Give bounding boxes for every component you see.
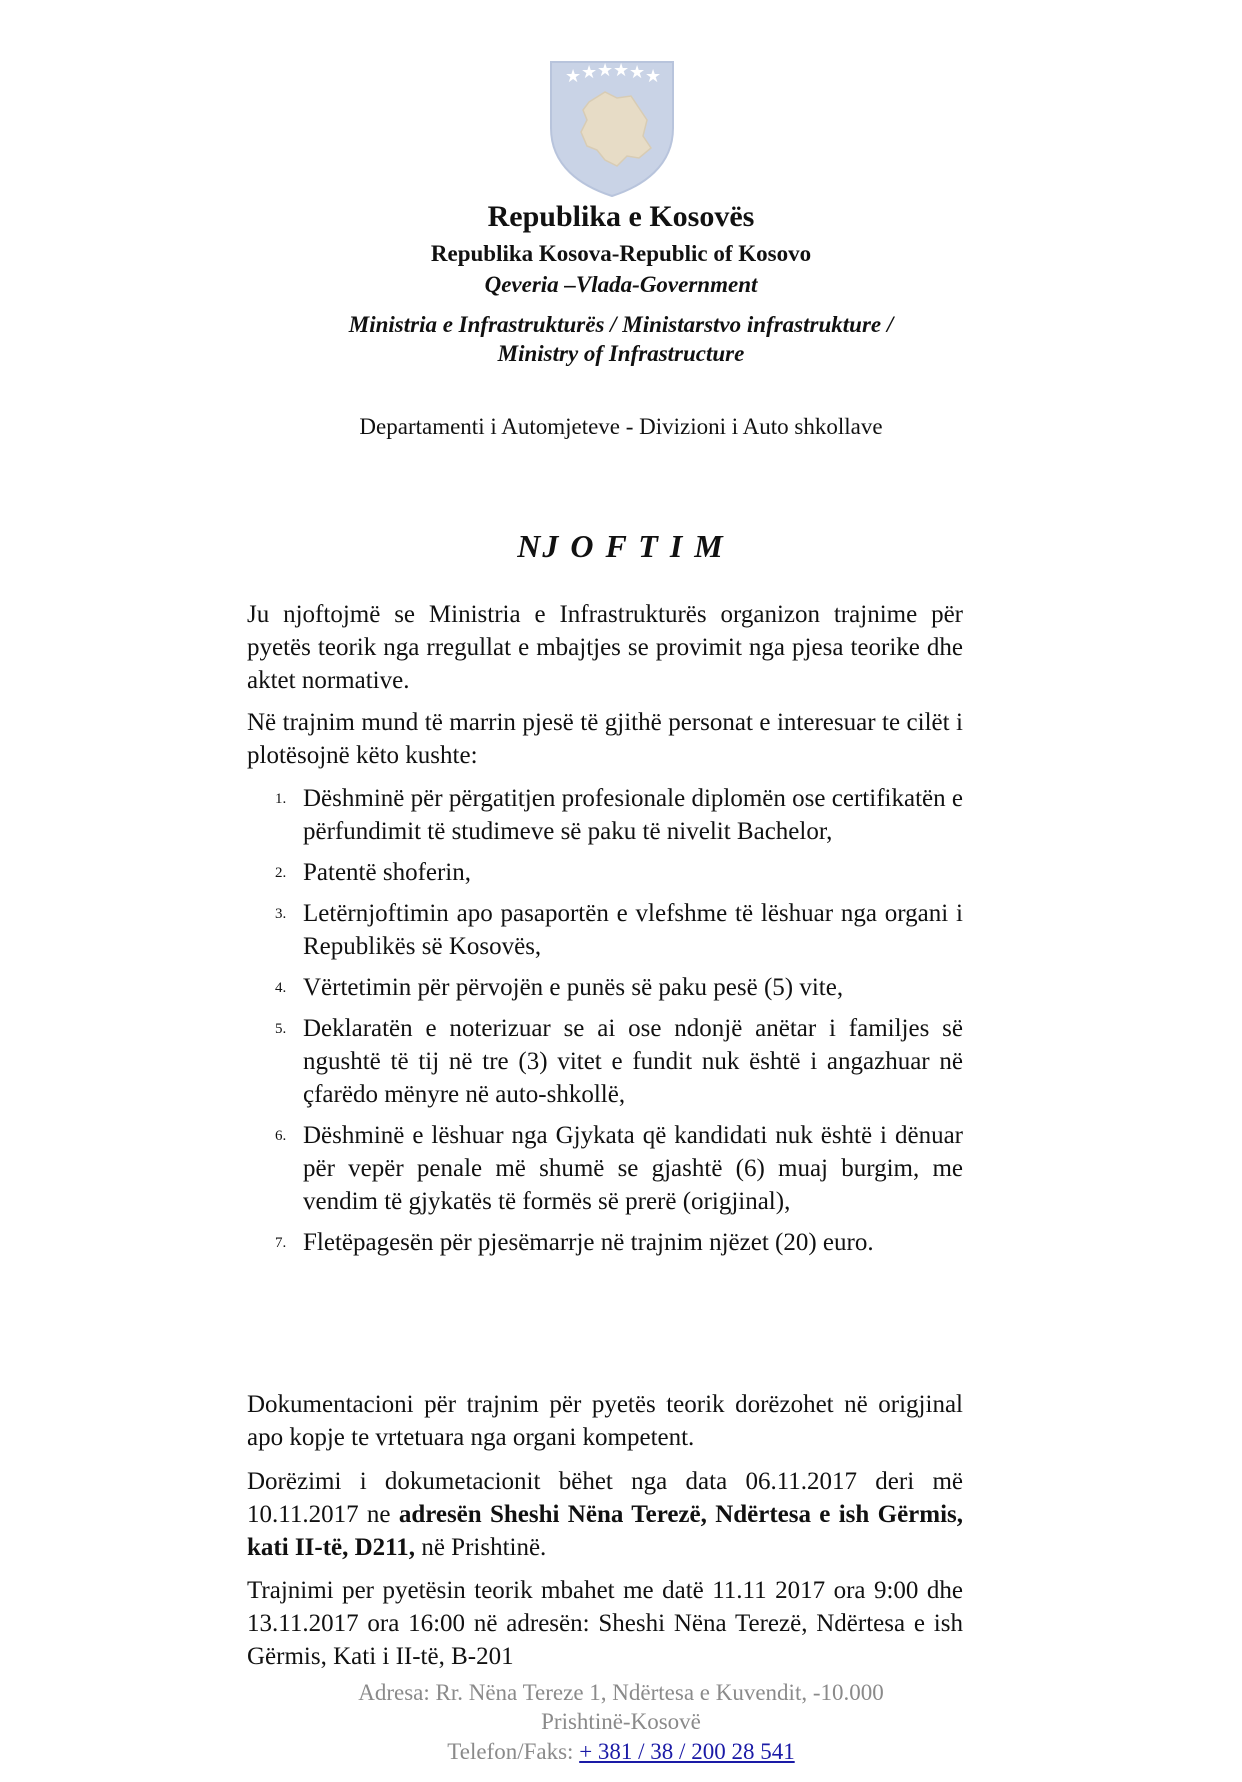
submission-address: adresën Sheshi Nëna Terezë, Ndërtesa e ish Gërmis, kati II-të, D211,: [247, 1501, 964, 1561]
notice-title: NJ O F T I M: [517, 528, 725, 564]
phone-link[interactable]: + 381 / 38 / 200 28 541: [579, 1739, 795, 1764]
kosovo-coat-of-arms-icon: [547, 58, 677, 198]
svg-text:★: ★: [565, 66, 582, 87]
list-number: 3.: [275, 906, 287, 922]
list-item: [247, 971, 963, 1004]
list-number: 7.: [275, 1235, 287, 1251]
list-item: [247, 1226, 963, 1259]
list-number: 5.: [275, 1021, 287, 1037]
svg-text:★: ★: [613, 60, 630, 81]
ministry-line-2: Ministry of Infrastructure: [497, 341, 745, 366]
submission-city: në Prishtinë.: [415, 1534, 547, 1561]
list-number: 4.: [275, 980, 287, 996]
list-item: [247, 897, 963, 963]
list-item-text: Dëshminë e lëshuar nga Gjykata që kandidati nuk është i dënuar për vepër penale më shumë se gjashtë (6) muaj burgim, me vendim të gjykatës të formës së prerë (origjinal),: [303, 1122, 963, 1215]
list-number: 6.: [275, 1128, 287, 1144]
list-item-text: Dëshminë për përgatitjen profesionale diplomën ose certifikatën e përfundimit të studimeve së paku të nivelit Bachelor,: [303, 785, 963, 845]
list-item-text: Patentë shoferin,: [303, 859, 472, 886]
training-paragraph: Trajnimi per pyetësin teorik mbahet me datë 11.11 2017 ora 9:00 dhe 13.11.2017 ora 16:00 në adresën: Sheshi Nëna Terezë, Ndërtesa e ish Gërmis, Kati i II-të, B-201: [247, 1577, 963, 1670]
republic-title: Republika e Kosovës: [487, 200, 755, 233]
footer-phone-line: [0, 1737, 1242, 1767]
ministry-line-1: Ministria e Infrastrukturës / Ministarstvo infrastrukture /: [348, 312, 894, 337]
svg-text:★: ★: [645, 66, 662, 87]
list-item-text: Vërtetimin për përvojën e punës së paku pesë (5) vite,: [303, 974, 844, 1001]
list-item: [247, 1119, 963, 1218]
phone-label: Telefon/Faks:: [447, 1739, 580, 1764]
list-item: [247, 1012, 963, 1111]
republic-subtitle: Republika Kosova-Republic of Kosovo: [430, 241, 812, 266]
requirements-list: [247, 782, 963, 1267]
submission-text: Dorëzimi i dokumetacionit bëhet nga data 06.11.2017 deri më 10.11.2017 ne: [247, 1468, 963, 1528]
svg-text:★: ★: [629, 62, 646, 83]
government-line: Qeveria –Vlada-Government: [484, 272, 758, 297]
footer-city: Prishtinë-Kosovë: [541, 1709, 701, 1734]
list-number: 1.: [275, 791, 287, 807]
list-item-text: Fletëpagesën për pjesëmarrje në trajnim njëzet (20) euro.: [303, 1229, 874, 1256]
intro-paragraph: Ju njoftojmë se Ministria e Infrastrukturës organizon trajnime për pyetës teorik nga rregullat e mbajtjes se provimit nga pjesa teorike dhe aktet normative.: [247, 601, 963, 694]
department-line: Departamenti i Automjeteve - Divizioni i Auto shkollave: [359, 414, 883, 439]
submission-paragraph: [247, 1465, 963, 1564]
list-item-text: Deklaratën e noterizuar se ai ose ndonjë anëtar i familjes së ngushtë të tij në tre (3) vitet e fundit nuk është i angazhuar në çfarëdo mënyre në auto-shkollë,: [303, 1015, 963, 1108]
svg-text:★: ★: [597, 60, 614, 81]
list-item: [247, 856, 963, 889]
footer-address: Adresa: Rr. Nëna Tereze 1, Ndërtesa e Kuvendit, -10.000: [358, 1680, 884, 1705]
documentation-paragraph: Dokumentacioni për trajnim për pyetës teorik dorëzohet në origjinal apo kopje te vrtetuara nga organi kompetent.: [247, 1391, 963, 1451]
eligibility-paragraph: Në trajnim mund të marrin pjesë të gjithë personat e interesuar te cilët i plotësojnë këto kushte:: [247, 709, 963, 769]
list-item-text: Letërnjoftimin apo pasaportën e vlefshme të lëshuar nga organi i Republikës së Kosovës,: [303, 900, 963, 960]
list-item: [247, 782, 963, 848]
svg-text:★: ★: [581, 62, 598, 83]
list-number: 2.: [275, 865, 287, 881]
